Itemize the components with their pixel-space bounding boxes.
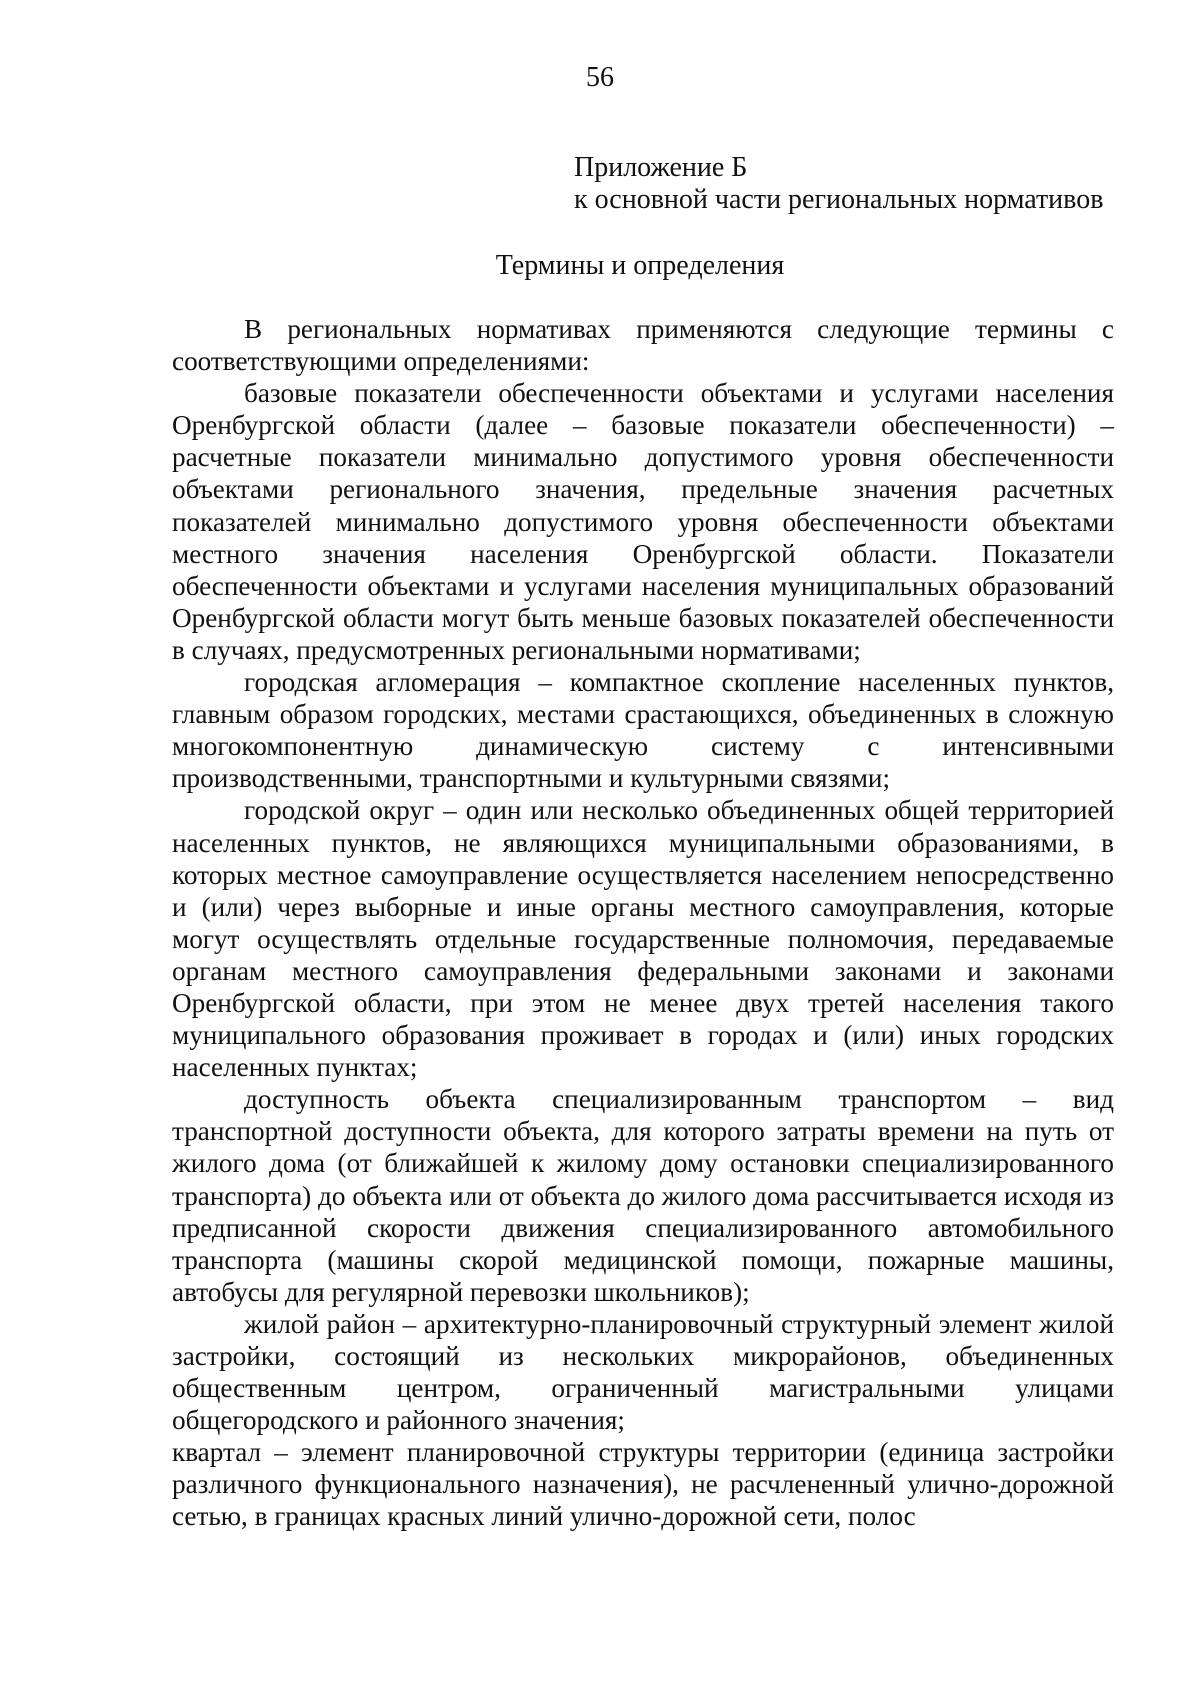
appendix-subtitle: к основной части региональных нормативов xyxy=(574,184,1104,215)
term-paragraph: городская агломерация – компактное скопление населенных пунктов, главным образом городских, местами срастающихся, объединенных в сложную многокомпонентную динамическую систему с интенсивными производственными, транспортными и культурными связями; xyxy=(172,667,1114,794)
term-paragraph: жилой район – архитектурно-планировочный структурный элемент жилой застройки, состоящий из нескольких микрорайонов, объединенных общественным центром, ограниченный магистральными улицами общегородского и районного значения; xyxy=(172,1308,1114,1436)
document-body xyxy=(172,313,1114,1533)
term-paragraph: квартал – элемент планировочной структуры территории (единица застройки различного функционального назначения), не расчлененный улично-дорожной сетью, в границах красных линий улично-дорожной сети, полос xyxy=(172,1437,1114,1532)
term-paragraph: городской округ – один или несколько объединенных общей территорией населенных пунктов, не являющихся муниципальными образованиями, в которых местное самоуправление осуществляется населением непосредственно и (или) через выборные и иные органы местного самоуправления, которые могут осуществлять отдельные государственные полномочия, передаваемые органам местного самоуправления федеральными законами и законами Оренбургской области, при этом не менее двух третей населения такого муниципального образования проживает в городах и (или) иных городских населенных пунктах; xyxy=(172,795,1114,1083)
appendix-heading xyxy=(574,152,1103,216)
page-number: 56 xyxy=(586,62,614,93)
intro-paragraph: В региональных нормативах применяются следующие термины с соответствующими определениями: xyxy=(172,314,1114,377)
term-paragraph: доступность объекта специализированным транспортом – вид транспортной доступности объекта, для которого затраты времени на путь от жилого дома (от ближайшей к жилому дому остановки специализированного транспорта) до объекта или от объекта до жилого дома рассчитывается исходя из предписанной скорости движения специализированного автомобильного транспорта (машины скорой медицинской помощи, пожарные машины, автобусы для регулярной перевозки школьников); xyxy=(172,1084,1114,1307)
appendix-title: Приложение Б xyxy=(574,152,748,183)
term-paragraph: базовые показатели обеспеченности объектами и услугами населения Оренбургской области (далее – базовые показатели обеспеченности) – расчетные показатели минимально допустимого уровня обеспеченности объектами регионального значения, предельные значения расчетных показателей минимально допустимого уровня обеспеченности объектами местного значения населения Оренбургской области. Показатели обеспеченности объектами и услугами населения муниципальных образований Оренбургской области могут быть меньше базовых показателей обеспеченности в случаях, предусмотренных региональными нормативами; xyxy=(172,378,1114,665)
section-title: Термины и определения xyxy=(495,250,785,281)
